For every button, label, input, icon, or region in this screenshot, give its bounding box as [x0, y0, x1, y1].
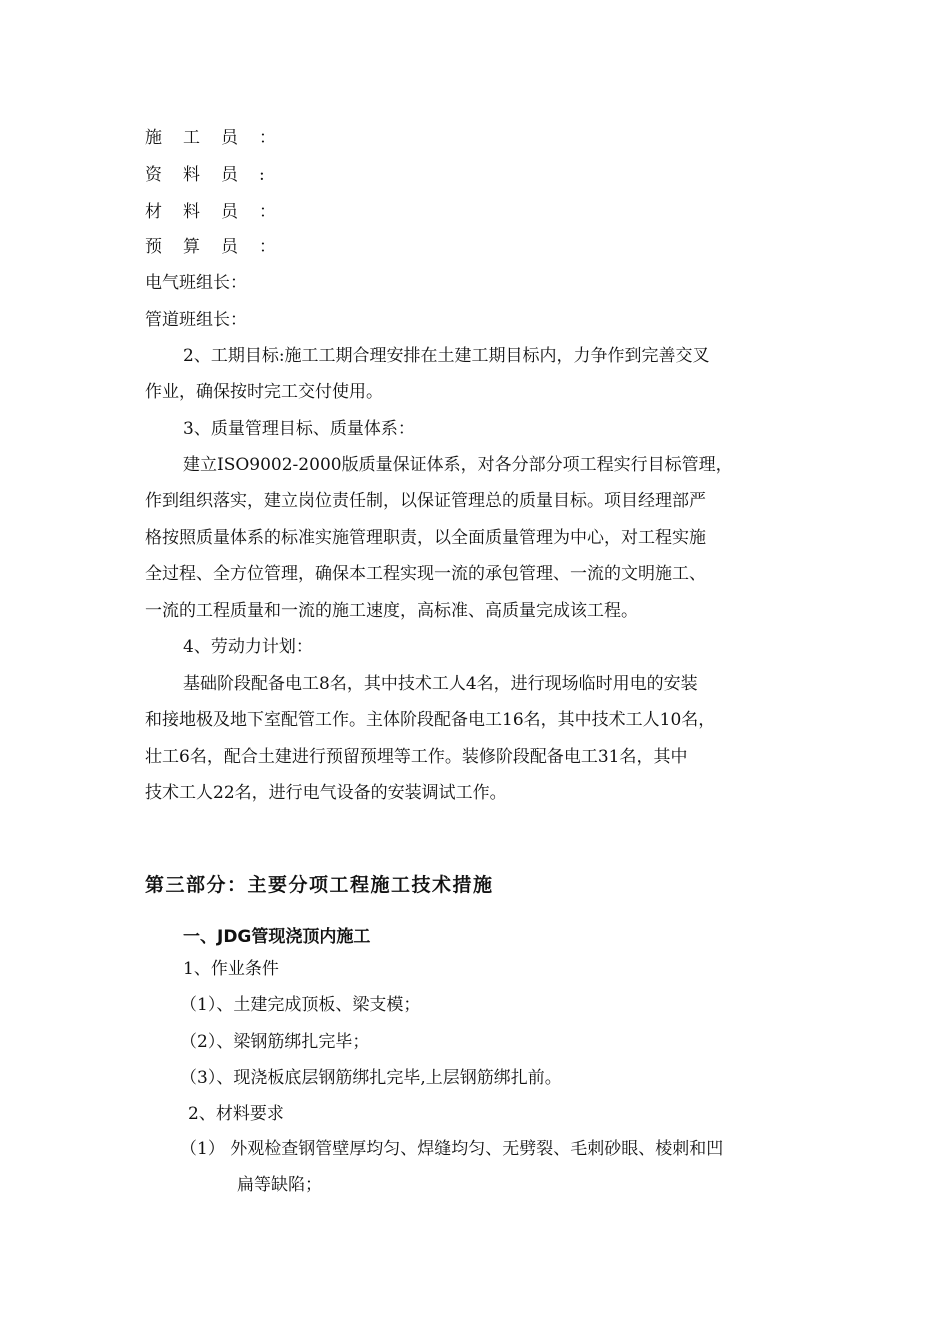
part3-heading: 第三部分：主要分项工程施工技术措施	[145, 874, 494, 896]
work-condition-item: （2）、梁钢筋绑扎完毕；	[180, 1032, 370, 1052]
material-requirements-title: 2、材料要求	[188, 1104, 284, 1124]
roster-pipe-team-leader	[145, 309, 247, 331]
quality-paragraph-line: 建立ISO9002-2000版质量保证体系，对各分部分项工程实行目标管理，	[183, 455, 733, 475]
roster-label: 资料员:	[145, 165, 286, 185]
part3-subheading: 一、JDG管现浇顶内施工	[183, 927, 371, 947]
quality-paragraph-line: 一流的工程质量和一流的施工速度，高标准、高质量完成该工程。	[145, 601, 638, 621]
roster-label: 施工员：	[145, 128, 297, 148]
roster-material-clerk	[145, 201, 297, 223]
roster-budget-clerk	[145, 236, 297, 258]
labor-paragraph-line: 壮工6名，配合土建进行预留预埋等工作。装修阶段配备电工31名，其中	[145, 747, 688, 767]
work-condition-item: （3）、现浇板底层钢筋绑扎完毕,上层钢筋绑扎前。	[180, 1068, 562, 1088]
roster-construction-worker	[145, 127, 297, 149]
quality-paragraph-line: 格按照质量体系的标准实施管理职责，以全面质量管理为中心，对工程实施	[145, 528, 706, 548]
labor-paragraph-line: 和接地极及地下室配管工作。主体阶段配备电工16名，其中技术工人10名，	[145, 710, 716, 730]
material-requirement-line-1: （1） 外观检查钢管壁厚均匀、焊缝均匀、无劈裂、毛刺砂眼、棱刺和凹	[180, 1139, 724, 1159]
roster-document-clerk	[145, 164, 286, 186]
roster-label: 预算员：	[145, 237, 297, 257]
roster-label: 材料员：	[145, 202, 297, 222]
roster-label: 电气班组长：	[145, 273, 247, 293]
quality-paragraph-line: 作到组织落实，建立岗位责任制，以保证管理总的质量目标。项目经理部严	[145, 491, 706, 511]
labor-paragraph-line: 技术工人22名，进行电气设备的安装调试工作。	[145, 783, 507, 803]
quality-paragraph-line: 全过程、全方位管理，确保本工程实现一流的承包管理、一流的文明施工、	[145, 564, 706, 584]
labor-paragraph-line: 基础阶段配备电工8名，其中技术工人4名，进行现场临时用电的安装	[183, 674, 698, 694]
material-requirement-line-2: 扁等缺陷；	[237, 1175, 322, 1195]
roster-label: 管道班组长：	[145, 310, 247, 330]
schedule-goal-line-1: 2、工期目标:施工工期合理安排在土建工期目标内，力争作到完善交叉	[183, 346, 710, 366]
roster-electrical-team-leader	[145, 272, 247, 294]
work-condition-item: （1）、土建完成顶板、梁支模；	[180, 995, 421, 1015]
labor-section-title: 4、劳动力计划：	[183, 637, 313, 657]
work-conditions-title: 1、作业条件	[183, 959, 279, 979]
schedule-goal-line-2: 作业，确保按时完工交付使用。	[145, 382, 383, 402]
quality-section-title: 3、质量管理目标、质量体系：	[183, 419, 415, 439]
